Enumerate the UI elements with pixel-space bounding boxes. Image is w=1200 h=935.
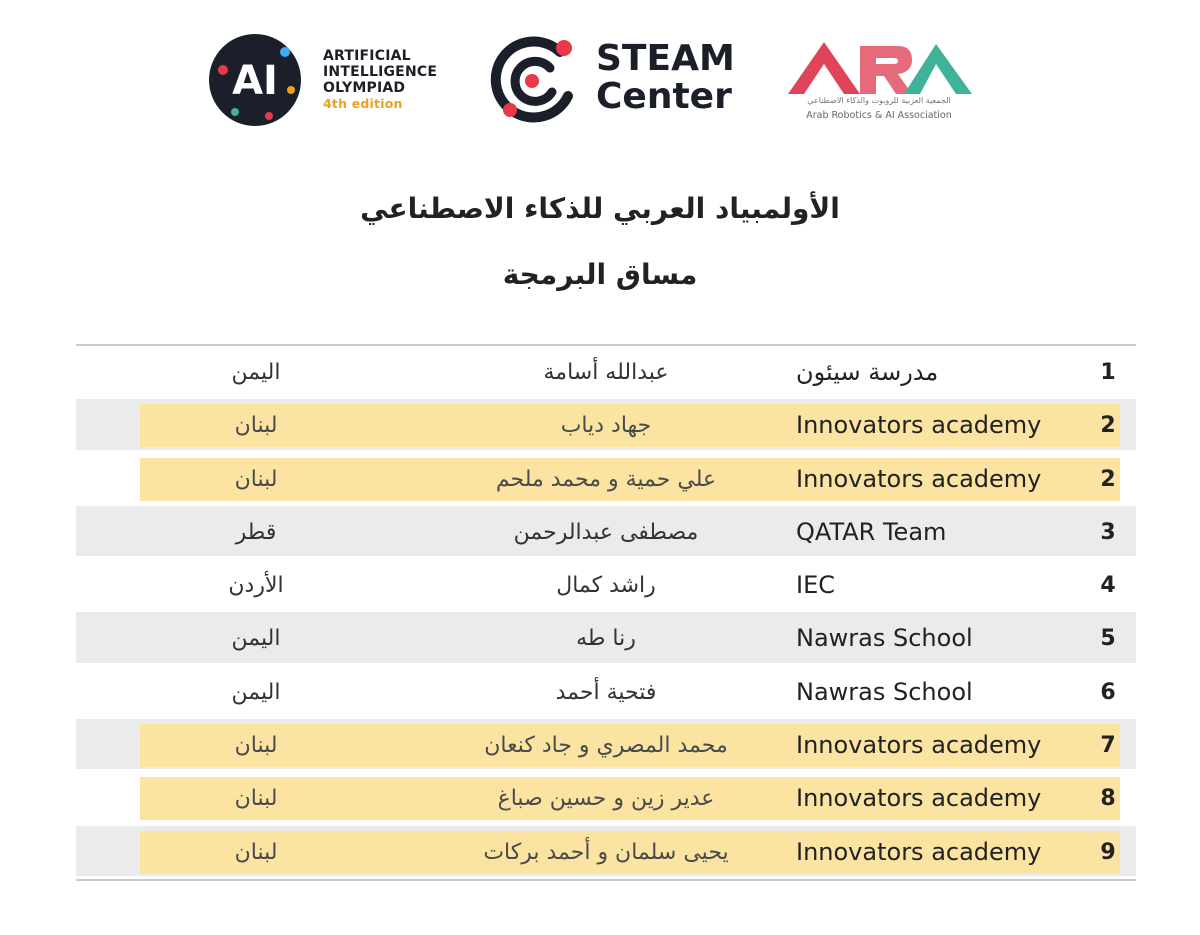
table-row xyxy=(76,666,1136,719)
school-cell: Innovators academy xyxy=(796,411,1042,440)
rank-cell: 2 xyxy=(1100,466,1116,492)
ara-english-name: Arab Robotics & AI Association xyxy=(806,110,952,121)
table-row xyxy=(76,772,1136,825)
ai-mark: AI xyxy=(232,58,278,104)
country-cell: اليمن xyxy=(231,679,281,705)
school-cell: مدرسة سيئون xyxy=(796,358,939,386)
rank-cell: 4 xyxy=(1100,573,1116,599)
country-cell: قطر xyxy=(235,519,277,545)
participant-cell: رنا طه xyxy=(576,626,636,652)
participant-cell: يحيى سلمان و أحمد بركات xyxy=(483,839,729,865)
table-row xyxy=(76,453,1136,506)
rank-cell: 2 xyxy=(1100,413,1116,439)
table-row xyxy=(76,719,1136,772)
country-cell: لبنان xyxy=(234,733,278,759)
table-row xyxy=(76,506,1136,559)
table-row xyxy=(76,346,1136,399)
participant-cell: عبدالله أسامة xyxy=(543,360,669,385)
page-subtitle: مساق البرمجة xyxy=(502,258,698,291)
results-table xyxy=(76,344,1136,881)
steam-swirl-icon xyxy=(488,34,588,129)
logo-bar xyxy=(0,0,1200,160)
school-cell: Innovators academy xyxy=(796,837,1042,866)
school-cell: Nawras School xyxy=(796,624,973,653)
ai-line3: OLYMPIAD xyxy=(323,80,406,96)
country-cell: لبنان xyxy=(234,839,278,865)
ai-olympiad-logo xyxy=(205,30,475,130)
ai-edition: 4th edition xyxy=(323,96,403,111)
steam-line1: STEAM xyxy=(596,38,735,79)
country-cell: لبنان xyxy=(234,786,278,812)
participant-cell: عدير زين و حسين صباغ xyxy=(497,786,715,812)
ara-arabic-name: الجمعية العربية للروبوت والذكاء الاصطناعي xyxy=(807,96,951,105)
table-row xyxy=(76,559,1136,612)
school-cell: Nawras School xyxy=(796,677,973,706)
page-title: الأولمبياد العربي للذكاء الاصطناعي xyxy=(360,192,840,225)
school-cell: Innovators academy xyxy=(796,784,1042,813)
participant-cell: راشد كمال xyxy=(556,573,656,599)
rank-cell: 3 xyxy=(1100,519,1116,545)
country-cell: اليمن xyxy=(231,360,281,385)
country-cell: اليمن xyxy=(231,626,281,652)
school-cell: Innovators academy xyxy=(796,731,1042,760)
participant-cell: محمد المصري و جاد كنعان xyxy=(484,733,728,759)
ai-logo-text xyxy=(323,48,437,112)
ai-line1: ARTIFICIAL xyxy=(323,48,411,64)
country-cell: لبنان xyxy=(234,413,278,439)
steam-line2: Center xyxy=(596,76,732,117)
ara-logo xyxy=(780,38,980,128)
school-cell: QATAR Team xyxy=(796,517,947,546)
table-row xyxy=(76,612,1136,665)
steam-center-logo xyxy=(488,34,758,129)
steam-logo-text xyxy=(596,40,735,116)
ara-mark-icon xyxy=(780,38,980,96)
country-cell: لبنان xyxy=(234,466,278,492)
participant-cell: علي حمية و محمد ملحم xyxy=(495,466,717,492)
rank-cell: 7 xyxy=(1100,733,1116,759)
participant-cell: فتحية أحمد xyxy=(555,679,657,705)
ai-line2: INTELLIGENCE xyxy=(323,64,438,80)
school-cell: Innovators academy xyxy=(796,464,1042,493)
participant-cell: مصطفى عبدالرحمن xyxy=(513,519,699,545)
rank-cell: 6 xyxy=(1100,679,1116,705)
rank-cell: 5 xyxy=(1100,626,1116,652)
rank-cell: 8 xyxy=(1100,786,1116,812)
rank-cell: 1 xyxy=(1100,360,1116,385)
table-row xyxy=(76,399,1136,452)
table-row xyxy=(76,826,1136,879)
ai-circle-icon xyxy=(205,30,305,130)
school-cell: IEC xyxy=(796,571,835,600)
country-cell: الأردن xyxy=(228,573,284,599)
participant-cell: جهاد دياب xyxy=(560,413,652,439)
rank-cell: 9 xyxy=(1100,839,1116,865)
